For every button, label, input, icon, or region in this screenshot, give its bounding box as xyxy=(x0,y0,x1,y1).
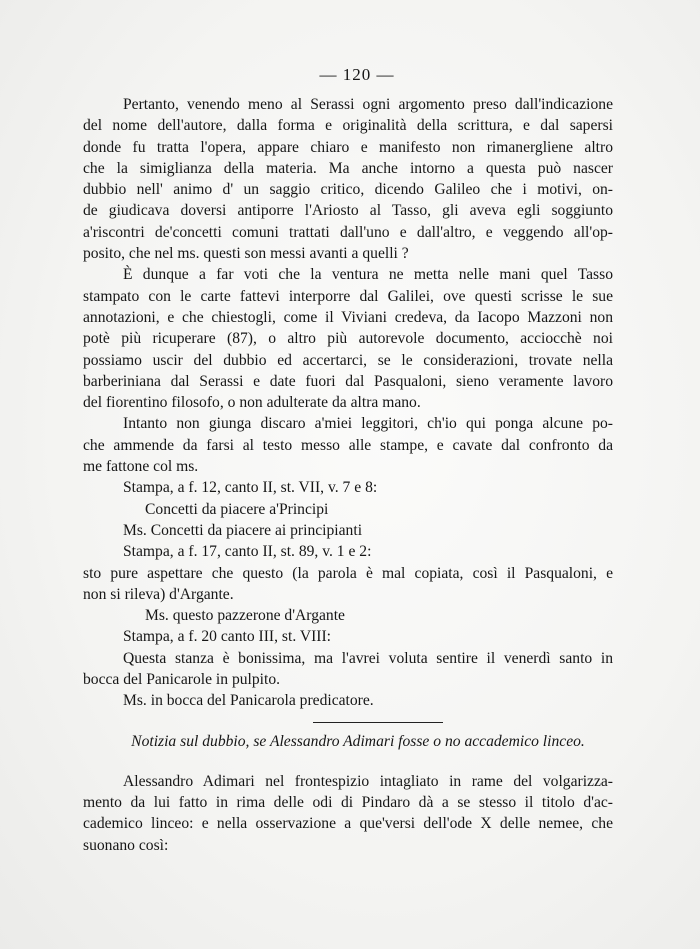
text-line: posito, che nel ms. questi son messi avanti a quelli ? xyxy=(83,245,409,263)
text-line: del fiorentino filosofo, o non adulterate da altra mano. xyxy=(83,394,421,412)
paragraph-adimari xyxy=(83,771,613,856)
text-line: Pertanto, venendo meno al Serassi ogni argomento preso dall'indicazione xyxy=(123,96,613,113)
text-line: del nome dell'autore, dalla forma e originalità della scrittura, e dal sapersi xyxy=(83,117,613,135)
spacer xyxy=(83,753,613,771)
text-line: possiamo uscir del dubbio ed accertarci, se le considerazioni, trovate nella xyxy=(83,351,613,369)
text-line: che ammende da farsi al testo messo alle stampe, e cavate dal confronto da xyxy=(83,436,613,454)
text-line: Alessandro Adimari nel frontespizio intagliato in rame del volgarizza- xyxy=(123,772,613,790)
text-line: barberiniana dal Serassi e date fuori dal Pasqualoni, sieno veramente lavoro xyxy=(83,372,613,390)
emendation-stampa-3: Stampa, a f. 20 canto III, st. VIII: xyxy=(123,628,332,646)
emendation-text-2: sto pure aspettare che questo (la parola è mal copiata, così il Pasqualoni, e xyxy=(83,564,613,582)
paragraph-voti xyxy=(83,264,613,413)
text-line: dubbio nell' animo d' un saggio critico, dicendo Galileo che i motivi, on- xyxy=(83,181,613,199)
page-number: — 120 — xyxy=(319,65,395,84)
text-line: a'riscontri de'concetti comuni trattati dall'uno e dall'altro, e veggendo all'op- xyxy=(83,223,613,241)
text-line: me fattone col ms. xyxy=(83,458,199,476)
text-line: che la simiglianza della materia. Ma anche intorno a questa può nascer xyxy=(83,159,613,177)
text-line: cademico linceo: e nella osservazione a que'versi dell'ode X delle nemee, che xyxy=(83,815,613,833)
emendations-list xyxy=(83,477,613,711)
emendation-ms-2: Ms. questo pazzerone d'Argante xyxy=(145,607,345,625)
text-line: annotazioni, e che chiestogli, come il Viviani credeva, da Iacopo Mazzoni non xyxy=(83,308,613,326)
text-line: mento da lui fatto in rima delle odi di Pindaro dà a se stesso il titolo d'ac- xyxy=(83,793,613,811)
emendation-ms-1: Ms. Concetti da piacere ai principianti xyxy=(123,521,363,539)
emendation-text-2-cont: non si rileva) d'Argante. xyxy=(83,585,234,603)
emendation-ms-3: Ms. in bocca del Panicarola predicatore. xyxy=(123,692,374,710)
text-line: potè più ricuperare (87), o altro più autorevole documento, acciocchè noi xyxy=(83,330,613,348)
paragraph-ammende xyxy=(83,413,613,477)
emendation-text-3: Questa stanza è bonissima, ma l'avrei voluta sentire il venerdì santo in xyxy=(123,649,613,667)
paragraph-serassi xyxy=(83,94,613,264)
section-divider xyxy=(313,722,443,723)
emendation-stampa-1: Stampa, a f. 12, canto II, st. VII, v. 7 e 8: xyxy=(123,479,378,497)
text-line: Intanto non giunga discaro a'miei leggitori, ch'io qui ponga alcune po- xyxy=(123,415,613,433)
text-line: È dunque a far voti che la ventura ne metta nelle mani quel Tasso xyxy=(123,266,613,284)
emendation-text-3-cont: bocca del Panicarole in pulpito. xyxy=(83,671,281,689)
text-line: de giudicava doversi antiporre l'Ariosto al Tasso, gli aveva egli soggiunto xyxy=(83,202,613,220)
text-line: stampato con le carte fattevi interporre dal Galilei, ove questi scrisse le sue xyxy=(83,287,613,305)
text-line: donde fu tratta l'opera, appare chiaro e manifesto non rimanergliene altro xyxy=(83,138,613,156)
emendation-text-1: Concetti da piacere a'Principi xyxy=(145,500,329,518)
emendation-stampa-2: Stampa, a f. 17, canto II, st. 89, v. 1 e 2: xyxy=(123,543,372,561)
text-line: suonano così: xyxy=(83,836,169,854)
section-title: Notizia sul dubbio, se Alessandro Adimari fosse o no accademico linceo. xyxy=(131,732,585,750)
book-page xyxy=(83,64,613,856)
